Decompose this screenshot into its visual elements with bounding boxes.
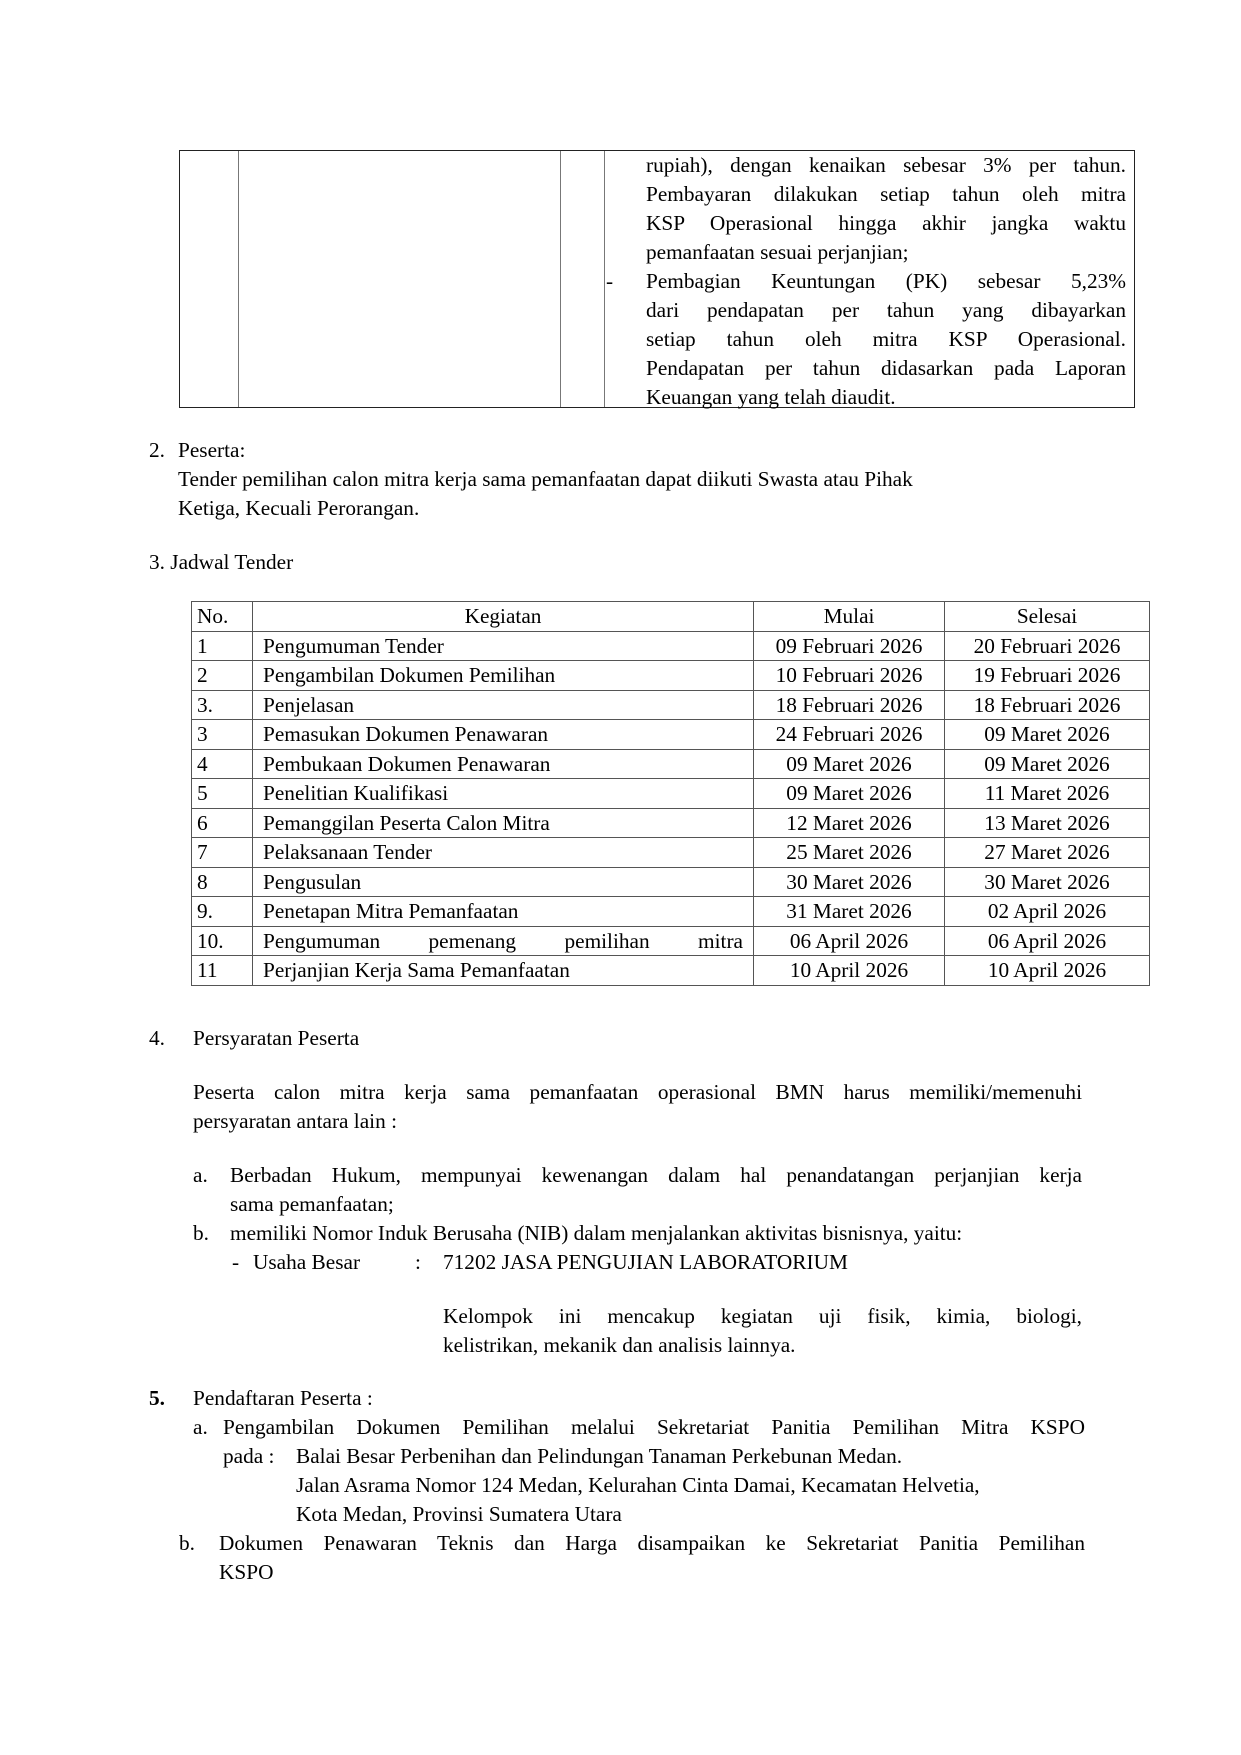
continuation-text: KSP Operasional hingga akhir jangka waktu xyxy=(646,211,1126,235)
table-row xyxy=(192,926,1150,956)
intro-line: Peserta calon mitra kerja sama pemanfaatan operasional BMN harus memiliki/memenuhi xyxy=(193,1080,1082,1104)
header-no: No. xyxy=(192,602,253,632)
s5-item-a-line1 xyxy=(223,1413,1085,1442)
cell-selesai: 18 Februari 2026 xyxy=(945,690,1150,720)
section-2-line: Ketiga, Kecuali Perorangan. xyxy=(178,496,420,520)
continuation-text: dari pendapatan per tahun yang dibayarkan xyxy=(646,298,1126,322)
cell-mulai: 10 Februari 2026 xyxy=(754,661,945,691)
continuation-table xyxy=(179,150,1135,408)
cell-selesai: 09 Maret 2026 xyxy=(945,720,1150,750)
cell-mulai: 18 Februari 2026 xyxy=(754,690,945,720)
cell-kegiatan: Pembukaan Dokumen Penawaran xyxy=(253,749,754,779)
table-row xyxy=(192,838,1150,868)
s5-item-b-text xyxy=(219,1529,1085,1587)
continuation-line xyxy=(606,151,1126,180)
cell-mulai: 31 Maret 2026 xyxy=(754,897,945,927)
section-5-title: Pendaftaran Peserta : xyxy=(193,1386,373,1410)
cell-selesai: 06 April 2026 xyxy=(945,926,1150,956)
table-row xyxy=(192,897,1150,927)
section-3-title: 3. Jadwal Tender xyxy=(149,550,294,574)
cell-mulai: 24 Februari 2026 xyxy=(754,720,945,750)
usaha-description xyxy=(443,1302,1082,1360)
cell-kegiatan: Perjanjian Kerja Sama Pemanfaatan xyxy=(253,956,754,986)
s5-item-b-line: Dokumen Penawaran Teknis dan Harga disampaikan ke Sekretariat Panitia Pemilihan xyxy=(219,1531,1085,1555)
cell-no: 3. xyxy=(192,690,253,720)
cell-selesai: 09 Maret 2026 xyxy=(945,749,1150,779)
cell-no: 7 xyxy=(192,838,253,868)
cell-no: 10. xyxy=(192,926,253,956)
cell-selesai: 13 Maret 2026 xyxy=(945,808,1150,838)
cell-no: 5 xyxy=(192,779,253,809)
cell-no: 4 xyxy=(192,749,253,779)
pada-label: pada : xyxy=(223,1444,275,1468)
cell-mulai: 30 Maret 2026 xyxy=(754,867,945,897)
cell-mulai: 09 Maret 2026 xyxy=(754,779,945,809)
cell-no: 6 xyxy=(192,808,253,838)
s5-item-a-marker: a. xyxy=(193,1415,208,1439)
continuation-text: pemanfaatan sesuai perjanjian; xyxy=(646,240,909,264)
s5-item-b-marker: b. xyxy=(179,1531,195,1555)
cell-kegiatan: Penelitian Kualifikasi xyxy=(253,779,754,809)
cell-mulai: 09 Februari 2026 xyxy=(754,631,945,661)
cell-no: 2 xyxy=(192,661,253,691)
continuation-text: Keuangan yang telah diaudit. xyxy=(646,385,896,409)
section-4-intro xyxy=(193,1078,1082,1136)
cell-kegiatan: Penjelasan xyxy=(253,690,754,720)
header-mulai: Mulai xyxy=(754,602,945,632)
cell-kegiatan: Pengumuman Tender xyxy=(253,631,754,661)
continuation-text: setiap tahun oleh mitra KSP Operasional. xyxy=(646,327,1126,351)
column-divider xyxy=(604,151,605,407)
cell-selesai: 27 Maret 2026 xyxy=(945,838,1150,868)
continuation-text: rupiah), dengan kenaikan sebesar 3% per tahun. xyxy=(646,153,1126,177)
item-a-text xyxy=(230,1161,1082,1219)
item-a-line: sama pemanfaatan; xyxy=(230,1192,394,1216)
cell-mulai: 06 April 2026 xyxy=(754,926,945,956)
usaha-label: Usaha Besar xyxy=(253,1250,361,1274)
section-4-number: 4. xyxy=(149,1026,165,1050)
item-a-line: Berbadan Hukum, mempunyai kewenangan dalam hal penandatangan perjanjian kerja xyxy=(230,1163,1082,1187)
cell-no: 8 xyxy=(192,867,253,897)
cell-no: 1 xyxy=(192,631,253,661)
continuation-cell xyxy=(606,151,1126,412)
cell-mulai: 25 Maret 2026 xyxy=(754,838,945,868)
continuation-line xyxy=(606,383,1126,412)
continuation-text: Pembagian Keuntungan (PK) sebesar 5,23% xyxy=(646,269,1126,293)
section-2-line: Tender pemilihan calon mitra kerja sama pemanfaatan dapat diikuti Swasta atau Pihak xyxy=(178,467,913,491)
cell-kegiatan: Pemanggilan Peserta Calon Mitra xyxy=(253,808,754,838)
table-header-row xyxy=(192,602,1150,632)
table-row xyxy=(192,808,1150,838)
cell-selesai: 02 April 2026 xyxy=(945,897,1150,927)
cell-selesai: 20 Februari 2026 xyxy=(945,631,1150,661)
bullet-dash: - xyxy=(606,269,614,293)
section-2-number: 2. xyxy=(149,438,165,462)
section-2-title: Peserta: xyxy=(178,438,246,462)
cell-kegiatan: Penetapan Mitra Pemanfaatan xyxy=(253,897,754,927)
table-row xyxy=(192,867,1150,897)
header-selesai: Selesai xyxy=(945,602,1150,632)
table-row xyxy=(192,720,1150,750)
table-row xyxy=(192,690,1150,720)
s5-item-a-text: Pengambilan Dokumen Pemilihan melalui Sekretariat Panitia Pemilihan Mitra KSPO xyxy=(223,1415,1085,1439)
address-line: Kota Medan, Provinsi Sumatera Utara xyxy=(296,1502,622,1526)
section-4-title: Persyaratan Peserta xyxy=(193,1026,360,1050)
continuation-text: Pembayaran dilakukan setiap tahun oleh mitra xyxy=(646,182,1126,206)
header-kegiatan: Kegiatan xyxy=(253,602,754,632)
cell-mulai: 09 Maret 2026 xyxy=(754,749,945,779)
cell-selesai: 11 Maret 2026 xyxy=(945,779,1150,809)
intro-line: persyaratan antara lain : xyxy=(193,1109,397,1133)
cell-selesai: 10 April 2026 xyxy=(945,956,1150,986)
cell-no: 11 xyxy=(192,956,253,986)
cell-kegiatan: Pengambilan Dokumen Pemilihan xyxy=(253,661,754,691)
item-a-marker: a. xyxy=(193,1163,208,1187)
item-b-text: memiliki Nomor Induk Berusaha (NIB) dalam menjalankan aktivitas bisnisnya, yaitu: xyxy=(230,1221,963,1245)
address-line: Jalan Asrama Nomor 124 Medan, Kelurahan Cinta Damai, Kecamatan Helvetia, xyxy=(296,1473,980,1497)
cell-kegiatan: Pelaksanaan Tender xyxy=(253,838,754,868)
continuation-line xyxy=(606,209,1126,238)
schedule-table xyxy=(191,601,1150,986)
continuation-line xyxy=(606,296,1126,325)
continuation-text: Pendapatan per tahun didasarkan pada Laporan xyxy=(646,356,1126,380)
cell-kegiatan: Pengusulan xyxy=(253,867,754,897)
table-row xyxy=(192,661,1150,691)
usaha-colon: : xyxy=(415,1250,421,1274)
cell-selesai: 30 Maret 2026 xyxy=(945,867,1150,897)
table-row xyxy=(192,631,1150,661)
cell-kegiatan-text: Pengumuman pemenang pemilihan mitra xyxy=(263,928,743,953)
section-5-number: 5. xyxy=(149,1386,165,1410)
desc-line: Kelompok ini mencakup kegiatan uji fisik, kimia, biologi, xyxy=(443,1304,1082,1328)
cell-mulai: 10 April 2026 xyxy=(754,956,945,986)
column-divider xyxy=(238,151,239,407)
cell-kegiatan xyxy=(253,926,754,956)
continuation-line xyxy=(606,238,1126,267)
cell-selesai: 19 Februari 2026 xyxy=(945,661,1150,691)
continuation-line xyxy=(606,267,1126,296)
item-b-marker: b. xyxy=(193,1221,209,1245)
cell-no: 3 xyxy=(192,720,253,750)
continuation-line xyxy=(606,325,1126,354)
continuation-line xyxy=(606,180,1126,209)
s5-item-b-line: KSPO xyxy=(219,1560,274,1584)
cell-mulai: 12 Maret 2026 xyxy=(754,808,945,838)
desc-line: kelistrikan, mekanik dan analisis lainnya. xyxy=(443,1333,796,1357)
cell-no: 9. xyxy=(192,897,253,927)
table-row xyxy=(192,779,1150,809)
cell-kegiatan: Pemasukan Dokumen Penawaran xyxy=(253,720,754,750)
table-row xyxy=(192,749,1150,779)
table-row xyxy=(192,956,1150,986)
address-line: Balai Besar Perbenihan dan Pelindungan Tanaman Perkebunan Medan. xyxy=(296,1444,903,1468)
continuation-line xyxy=(606,354,1126,383)
sub-dash: - xyxy=(232,1250,240,1274)
column-divider xyxy=(560,151,561,407)
usaha-value: 71202 JASA PENGUJIAN LABORATORIUM xyxy=(443,1250,848,1274)
